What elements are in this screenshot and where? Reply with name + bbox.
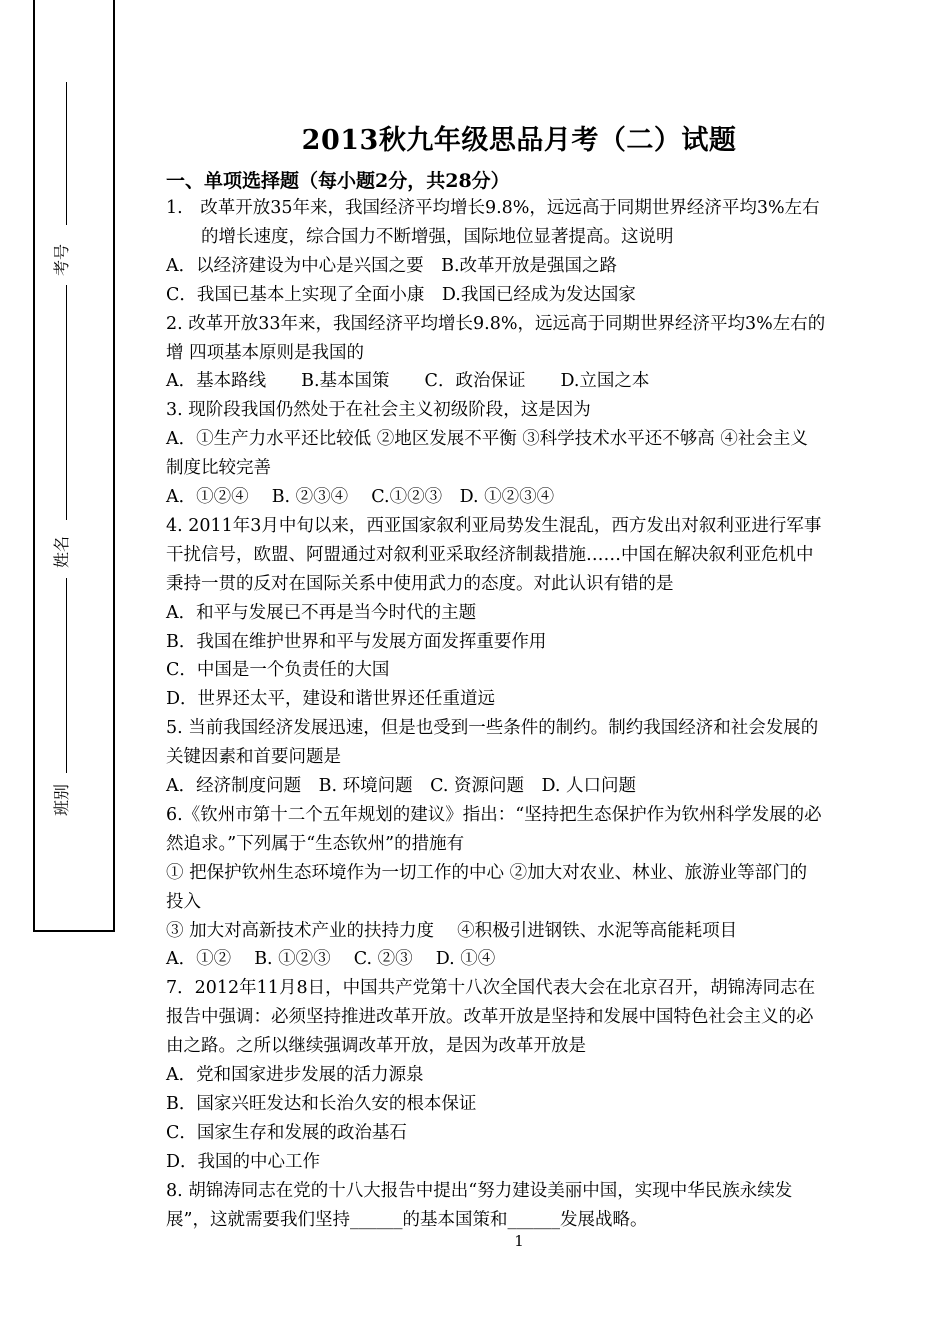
question-text-line: 的增长速度，综合国力不断增强，国际地位显著提高。这说明 (166, 226, 674, 247)
question-text-line: 7．2012年11月8日，中国共产党第十八次全国代表大会在北京召开，胡锦涛同志在 (166, 978, 816, 999)
question-text-line: ① 把保护钦州生态环境作为一切工作的中心 ②加大对农业、林业、旅游业等部门的 (166, 862, 808, 883)
question-text-line: 2. 改革开放33年来，我国经济平均增长9.8%，远远高于同期世界经济平均3%左右的 (166, 313, 826, 334)
question-text-line: 增 四项基本原则是我国的 (166, 342, 365, 363)
question-text-line: 6.《钦州市第十二个五年规划的建议》指出：“坚持把生态保护作为钦州科学发展的必 (166, 804, 822, 825)
question-text-line: 报告中强调：必须坚持推进改革开放。改革开放是坚持和发展中国特色社会主义的必 (166, 1007, 814, 1028)
question-text-line: 秉持一贯的反对在国际关系中使用武力的态度。对此认识有错的是 (166, 573, 674, 594)
question-text-line: 然追求。”下列属于“生态钦州”的措施有 (166, 833, 465, 854)
question-text-line: B．国家兴旺发达和长治久安的根本保证 (166, 1093, 477, 1114)
question-text-line: 1. 改革开放35年来，我国经济平均增长9.8%，远远高于同期世界经济平均3%左右 (166, 198, 820, 218)
exam-number-label: 考号 (52, 243, 72, 277)
question-text-line: A．①②④ B. ②③④ C.①②③ D. ①②③④ (166, 487, 555, 507)
question-text-line: 投入 (166, 891, 201, 912)
question-text-line: 5. 当前我国经济发展迅速，但是也受到一些条件的制约。制约我国经济和社会发展的 (166, 718, 819, 739)
question-text-line: A．基本路线 B.基本国策 C．政治保证 D.立国之本 (166, 371, 650, 392)
question-text-line: A．①生产力水平还比较低 ②地区发展不平衡 ③科学技术水平还不够高 ④社会主义 (166, 429, 808, 450)
question-text-line: 8. 胡锦涛同志在党的十八大报告中提出“努力建设美丽中国，实现中华民族永续发 (166, 1180, 793, 1201)
name-label: 姓名 (52, 535, 72, 569)
question-text-line: A．以经济建设为中心是兴国之要 B.改革开放是强国之路 (166, 255, 618, 276)
question-text-line: C．中国是一个负责任的大国 (166, 660, 390, 681)
question-text-line: B．我国在维护世界和平与发展方面发挥重要作用 (166, 631, 547, 652)
question-text-line: 展”，这就需要我们坚持______的基本国策和______发展战略。 (166, 1209, 648, 1230)
question-text-line: 关键因素和首要问题是 (166, 747, 341, 768)
question-text-line: D．我国的中心工作 (166, 1151, 321, 1172)
question-text-line: A．经济制度问题 B. 环境问题 C. 资源问题 D. 人口问题 (166, 776, 637, 796)
exam-number-underline (66, 285, 67, 520)
exam-title: 2013秋九年级思品月考（二）试题 (301, 125, 737, 156)
question-text-line: D．世界还太平，建设和谐世界还任重道远 (166, 689, 496, 710)
question-text-line: 4. 2011年3月中旬以来，西亚国家叙利亚局势发生混乱，西方发出对叙利亚进行军事 (166, 515, 822, 536)
question-text-line: A．①② B. ①②③ C. ②③ D. ①④ (166, 949, 496, 970)
question-text-line: C．国家生存和发展的政治基石 (166, 1122, 407, 1143)
class-label: 班别 (52, 783, 72, 817)
question-text-line: A．和平与发展已不再是当今时代的主题 (166, 602, 477, 623)
question-text-line: 由之路。之所以继续强调改革开放，是因为改革开放是 (166, 1036, 586, 1057)
section-heading: 一、单项选择题（每小题2分，共28分） (166, 170, 510, 192)
question-text-line: A．党和国家进步发展的活力源泉 (166, 1065, 424, 1085)
question-text-line: 制度比较完善 (166, 458, 271, 479)
question-text-line: C．我国已基本上实现了全面小康 D.我国已经成为发达国家 (166, 284, 636, 305)
question-text-line: 3. 现阶段我国仍然处于在社会主义初级阶段，这是因为 (166, 400, 591, 421)
question-text-line: ③ 加大对高新技术产业的扶持力度 ④积极引进钢铁、水泥等高能耗项目 (166, 920, 738, 941)
question-text-line: 干扰信号，欧盟、阿盟通过对叙利亚采取经济制裁措施……中国在解决叙利亚危机中 (166, 544, 814, 565)
page-number: 1 (514, 1232, 524, 1250)
name-blank (66, 578, 67, 773)
